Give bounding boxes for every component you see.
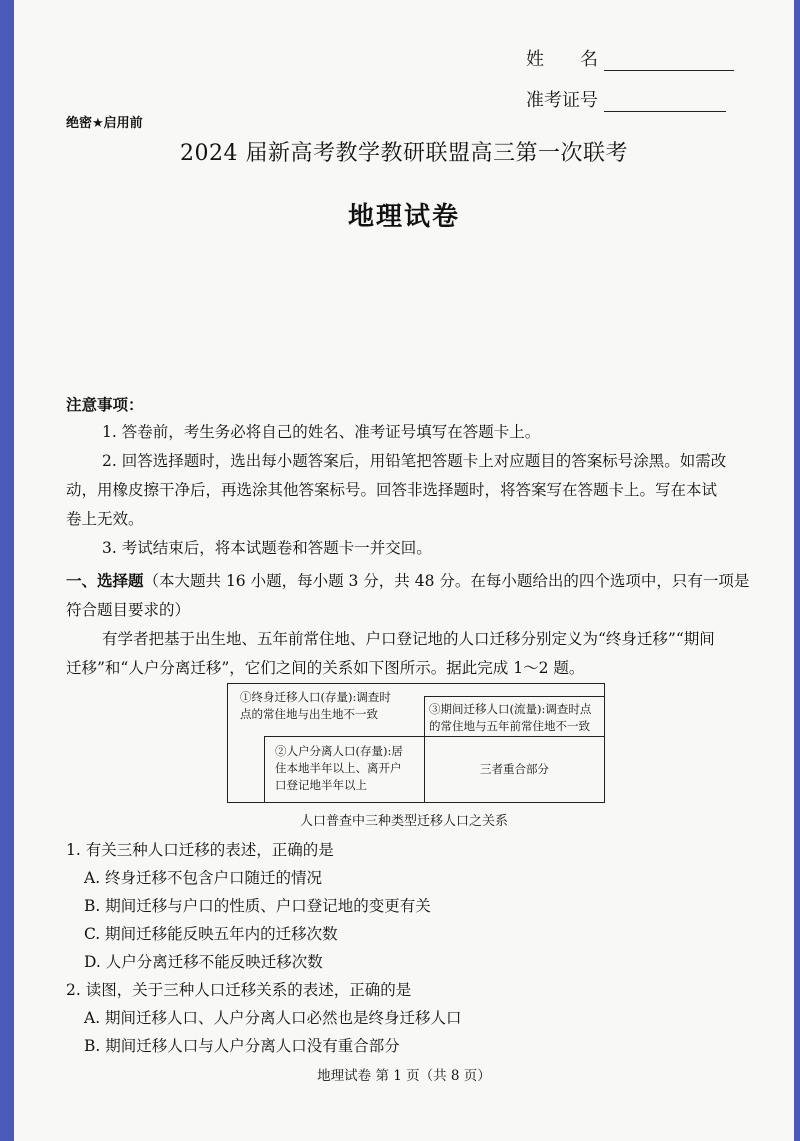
exam-page	[14, 0, 794, 1141]
id-field	[526, 86, 726, 112]
section-heading: 一、选择题	[66, 572, 144, 590]
box-line: ②人户分离人口(存量):居	[275, 744, 403, 758]
intro-text: 迁移”和“人户分离迁移”，它们之间的关系如下图所示。据此完成 1～2 题。	[66, 659, 585, 677]
question-stem: 2. 读图，关于三种人口迁移关系的表述，正确的是	[66, 981, 412, 999]
intro-text: 有学者把基于出生地、五年前常住地、户口登记地的人口迁移分别定义为“终身迁移”“期间	[102, 630, 715, 648]
question-option: B. 期间迁移与户口的性质、户口登记地的变更有关	[84, 897, 431, 915]
page-footer: 地理试卷 第 1 页（共 8 页）	[317, 1068, 491, 1084]
name-blank[interactable]	[604, 50, 734, 71]
box-line: ③期间迁移人口(流量):调查时点	[429, 702, 592, 716]
box-line: 点的常住地与出生地不一致	[240, 707, 378, 721]
question-option: B. 期间迁移人口与人户分离人口没有重合部分	[84, 1037, 400, 1055]
notice-item: 3. 考试结束后，将本试题卷和答题卡一并交回。	[102, 539, 432, 557]
box-overlap	[424, 736, 604, 802]
question-option: C. 期间迁移能反映五年内的迁移次数	[84, 925, 338, 943]
notice-item: 2. 回答选择题时，选出每小题答案后，用铅笔把答题卡上对应题目的答案标号涂黑。如需改	[102, 452, 727, 470]
name-field	[526, 45, 734, 71]
box-period-migration	[424, 696, 604, 736]
box-line: ①终身迁移人口(存量):调查时	[240, 690, 391, 704]
id-blank[interactable]	[604, 91, 726, 112]
box-separated-residence	[264, 736, 424, 802]
section-line	[66, 567, 749, 596]
name-label: 姓 名	[526, 49, 598, 70]
box-line: 口登记地半年以上	[275, 778, 367, 792]
notice-item: 1. 答卷前，考生务必将自己的姓名、准考证号填写在答题卡上。	[102, 423, 541, 441]
question-stem: 1. 有关三种人口迁移的表述，正确的是	[66, 841, 334, 859]
secret-mark: 绝密★启用前	[66, 116, 143, 131]
section-desc-cont: 符合题目要求的）	[66, 601, 191, 619]
box-line: 住本地半年以上、离开户	[275, 761, 402, 775]
question-option: A. 期间迁移人口、人户分离人口必然也是终身迁移人口	[84, 1009, 462, 1027]
question-option: A. 终身迁移不包含户口随迁的情况	[84, 869, 323, 887]
exam-title: 2024 届新高考教学教研联盟高三第一次联考	[180, 141, 628, 166]
section-desc: （本大题共 16 小题，每小题 3 分，共 48 分。在每小题给出的四个选项中，只有一项是	[143, 572, 750, 590]
notice-item: 动，用橡皮擦干净后，再选涂其他答案标号。回答非选择题时，将答案写在答题卡上。写在本试	[66, 481, 718, 499]
box-lifetime-migration	[228, 684, 418, 728]
migration-diagram	[227, 683, 605, 803]
box-line: 的常住地与五年前常住地不一致	[429, 719, 590, 733]
question-option: D. 人户分离迁移不能反映迁移次数	[84, 953, 323, 971]
overlap-label: 三者重合部分	[480, 762, 549, 776]
subject-title: 地理试卷	[347, 202, 460, 232]
diagram-caption: 人口普查中三种类型迁移人口之关系	[299, 814, 508, 829]
notice-item: 卷上无效。	[66, 510, 144, 528]
id-label: 准考证号	[526, 90, 598, 111]
notice-heading: 注意事项：	[66, 396, 144, 414]
